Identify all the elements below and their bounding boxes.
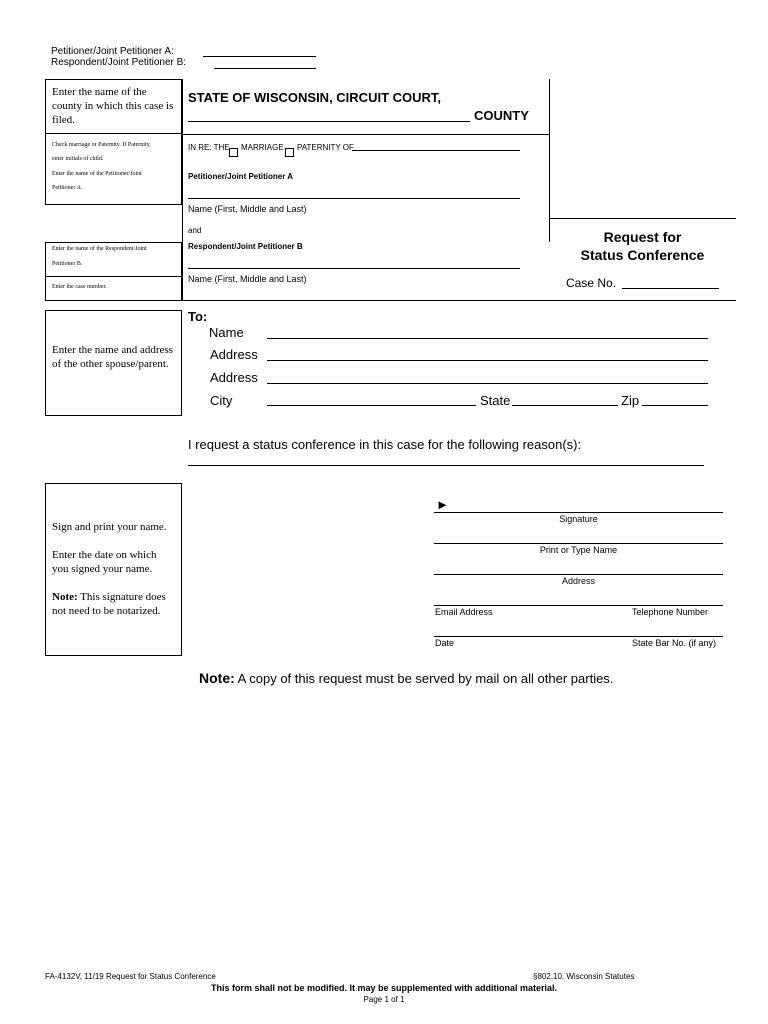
other-party-instruction: Enter the name and address of the other spouse/parent. [52,344,173,370]
paternity-label: PATERNITY OF [297,143,354,152]
respondent-instruction-box [45,242,182,277]
email-phone-field[interactable] [434,605,723,606]
form-title-line1: Request for [603,229,682,245]
footer-form-id: FA-4132V, 11/19 Request for Status Conference [45,972,216,981]
and-label: and [188,226,202,235]
caption-rule [182,134,549,135]
petitioner-a-name-label: Name (First, Middle and Last) [188,204,307,214]
recipient-address2-field[interactable] [267,383,708,384]
respondent-instruction-1: Enter the name of the Respondent/Joint [52,246,147,252]
marriage-instruction-1: Check marriage or Paternity. If Paternity, [52,142,151,148]
notary-note-label: Note: [52,591,78,603]
date-bar-field[interactable] [434,636,723,637]
footer-page: Page 1 of 1 [363,995,405,1004]
child-initials-field[interactable] [352,150,520,151]
signature-arrow-icon: ► [436,497,449,512]
petitioner-header-label: Petitioner/Joint Petitioner A: [51,46,174,57]
signature-label: Signature [559,514,598,524]
notary-note-text: This signature does not need to be notarized. [52,591,166,617]
respondent-b-name-label: Name (First, Middle and Last) [188,274,307,284]
signature-instruction-box [45,483,182,656]
caption-divider-left [182,79,183,301]
recipient-zip-field[interactable] [642,405,708,406]
case-number-instruction: Enter the case number. [52,284,107,290]
county-instruction-box [45,79,182,134]
print-name-label: Print or Type Name [539,545,618,555]
county-label: COUNTY [474,108,529,123]
sign-instruction: Sign and print your name. [52,521,167,533]
zip-label: Zip [621,393,640,408]
state-label: State [480,393,511,408]
marriage-checkbox[interactable] [229,148,238,157]
reason-field[interactable] [188,465,704,466]
respondent-header-label: Respondent/Joint Petitioner B: [51,57,187,68]
service-note-text: A copy of this request must be served by mail on all other parties. [234,671,614,686]
other-party-instruction-box [45,310,182,416]
marriage-instruction-3: Enter the name of the Petitioner/Joint [52,171,142,177]
respondent-b-label: Respondent/Joint Petitioner B [188,242,303,251]
petitioner-a-label: Petitioner/Joint Petitioner A [188,172,294,181]
case-no-label: Case No. [566,276,617,290]
address-field[interactable] [434,574,723,575]
name-label: Name [209,325,244,340]
petitioner-a-name-field[interactable] [188,198,520,199]
form-title-line2: Status Conference [580,247,705,263]
marriage-instruction-box [45,133,182,205]
footer-warning: This form shall not be modified. It may be supplemented with additional material. [210,983,558,993]
address2-label: Address [210,370,258,385]
signature-field[interactable] [434,512,723,513]
address1-label: Address [210,347,258,362]
in-re-label: IN RE: THE [188,143,230,152]
recipient-state-field[interactable] [512,405,618,406]
print-name-field[interactable] [434,543,723,544]
telephone-label: Telephone Number [632,607,709,617]
county-instruction: Enter the name of the county in which this case is filed. [52,86,174,126]
case-no-field[interactable] [622,288,719,289]
county-field[interactable] [188,121,470,122]
recipient-address1-field[interactable] [267,360,708,361]
marriage-label: MARRIAGE [241,143,284,152]
notary-note [52,590,176,618]
email-label: Email Address [435,607,493,617]
paternity-checkbox[interactable] [285,148,294,157]
service-note [199,670,613,686]
date-label: Date [435,638,455,648]
service-note-label: Note: [199,670,235,686]
marriage-instruction-2: enter initials of child. [52,156,104,162]
recipient-name-field[interactable] [267,338,708,339]
title-rule [549,218,736,219]
marriage-instruction-4: Petitioner A. [52,185,83,191]
state-bar-label: State Bar No. (if any) [632,638,717,648]
address-label: Address [561,576,596,586]
recipient-city-field[interactable] [267,405,476,406]
date-instruction: Enter the date on which you signed your name. [52,549,157,575]
case-number-instruction-box [45,276,182,301]
respondent-b-name-field[interactable] [188,268,520,269]
petitioner-header-field[interactable] [203,56,316,57]
city-label: City [210,393,233,408]
respondent-instruction-2: Petitioner B. [52,261,83,267]
court-title: STATE OF WISCONSIN, CIRCUIT COURT, [188,90,442,105]
request-reason-text: I request a status conference in this case for the following reason(s): [188,437,582,452]
respondent-header-field[interactable] [214,68,316,69]
caption-bottom-rule [45,300,736,301]
to-label: To: [188,309,208,324]
footer-statute: §802.10, Wisconsin Statutes [533,972,635,981]
